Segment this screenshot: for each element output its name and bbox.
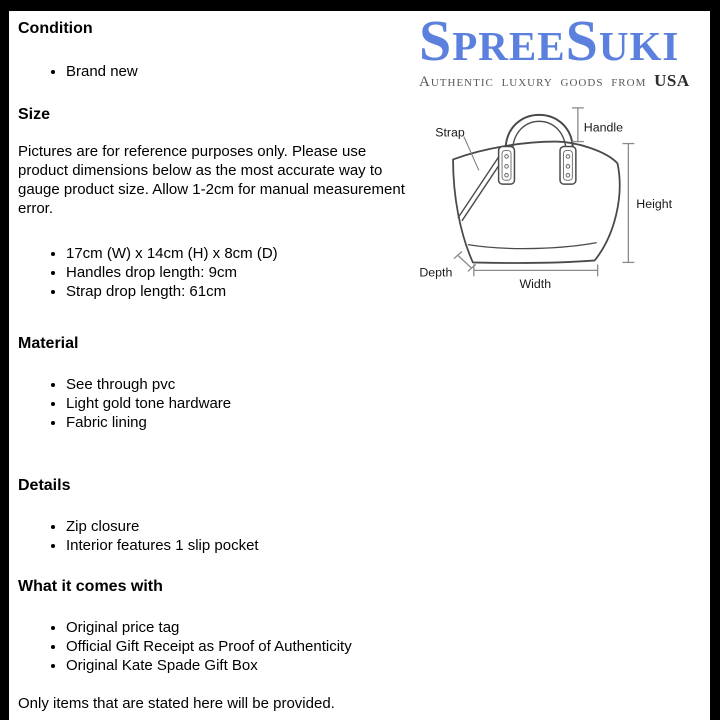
section-details bbox=[18, 476, 710, 555]
bag-diagram-svg bbox=[415, 97, 710, 307]
list-item: • Strap drop length: 61cm bbox=[66, 282, 710, 301]
list-item: • Original price tag bbox=[66, 618, 710, 637]
material-list bbox=[18, 375, 710, 432]
handle-label: Handle bbox=[583, 120, 624, 135]
details-heading: Details bbox=[18, 477, 71, 494]
size-heading: Size bbox=[18, 106, 51, 123]
right-column bbox=[405, 8, 710, 312]
height-measure bbox=[622, 144, 634, 263]
bag-attachment-left bbox=[499, 147, 515, 185]
list-item: • Interior features 1 slip pocket bbox=[66, 536, 710, 555]
list-item: • Fabric lining bbox=[66, 413, 710, 432]
list-item: • Handles drop length: 9cm bbox=[66, 263, 710, 282]
section-material bbox=[18, 334, 710, 432]
size-paragraph: Pictures are for reference purposes only. Please use product dimensions below as the most accurate way to gauge product size. Allow 1-2cm for manual measurement error. bbox=[18, 143, 405, 217]
list-item: • 17cm (W) x 14cm (H) x 8cm (D) bbox=[66, 244, 710, 263]
handle-measure bbox=[572, 108, 584, 142]
list-item: • Brand new bbox=[66, 62, 710, 81]
list-item: • Zip closure bbox=[66, 517, 710, 536]
bag-measurement-diagram bbox=[405, 97, 710, 312]
width-label: Width bbox=[519, 277, 552, 292]
strap-label: Strap bbox=[435, 125, 465, 140]
width-measure bbox=[474, 264, 598, 276]
list-item: • Light gold tone hardware bbox=[66, 394, 710, 413]
list-item: • Original Kate Spade Gift Box bbox=[66, 656, 710, 675]
brand-name: SpreeSuki bbox=[419, 8, 680, 73]
what-it-comes-with-list bbox=[18, 618, 710, 675]
depth-label: Depth bbox=[419, 265, 453, 280]
what-it-comes-with-heading: What it comes with bbox=[18, 578, 163, 595]
tagline-text: Authentic luxury goods from bbox=[419, 74, 647, 90]
provided-items-note: Only items that are stated here will be provided. bbox=[18, 695, 335, 712]
list-item: • Official Gift Receipt as Proof of Authenticity bbox=[66, 637, 710, 656]
section-what-it-comes-with bbox=[18, 577, 710, 675]
brand-logo bbox=[405, 8, 710, 91]
tagline-usa: USA bbox=[654, 71, 690, 90]
height-label: Height bbox=[636, 196, 673, 211]
details-list bbox=[18, 517, 710, 555]
bag-attachment-right bbox=[560, 147, 576, 185]
condition-heading: Condition bbox=[18, 20, 93, 37]
list-item: • See through pvc bbox=[66, 375, 710, 394]
bag-outline bbox=[453, 142, 620, 263]
material-heading: Material bbox=[18, 335, 79, 352]
brand-tagline bbox=[419, 72, 710, 91]
